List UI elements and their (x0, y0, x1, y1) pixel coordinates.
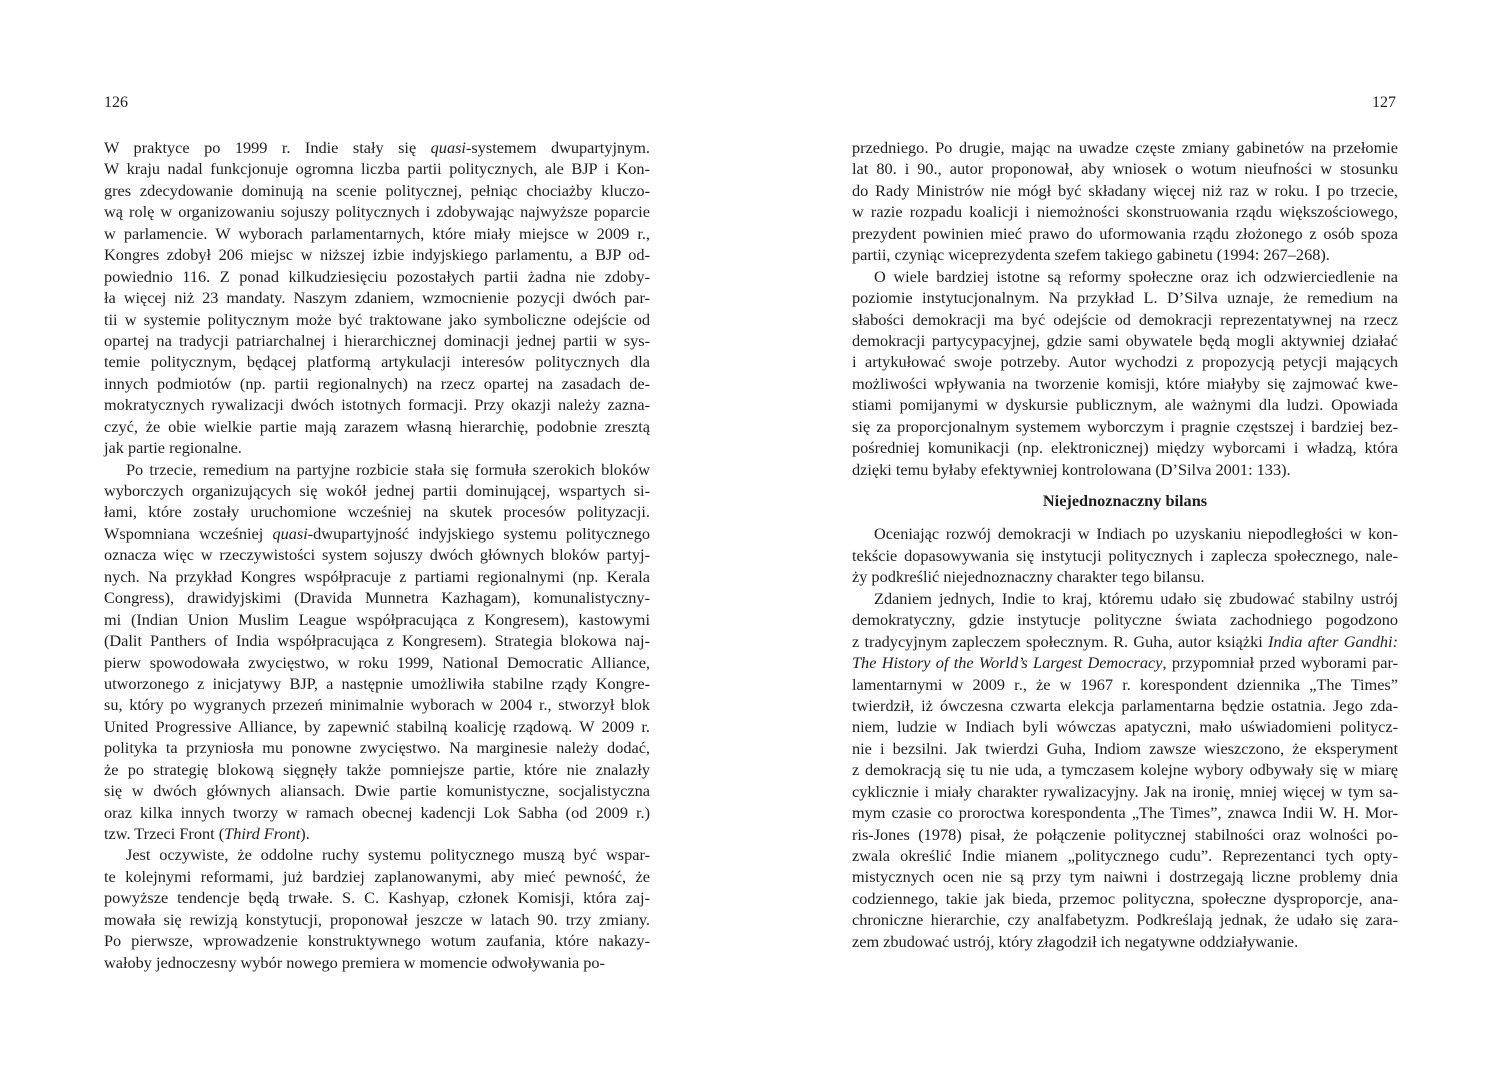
text-line: prezydent powinien mieć prawo do uformowania rządu złożonego z osób spoza (852, 223, 1398, 243)
text-line: mi (Indian Union Muslim League współpracująca z Kongresem), kastowymi (104, 609, 650, 629)
text-line: Kongres zdobył 206 miejsc w niższej izbie indyjskiego parlamentu, a BJP od- (104, 245, 650, 265)
text-line: demokracji partycypacyjnej, gdzie sami obywatele będą mogli aktywniej działać (852, 330, 1398, 350)
text-line: jak partie regionalne. (104, 438, 242, 458)
paragraph (104, 844, 650, 973)
text-line: ży podkreślić niejednoznaczny charakter tego bilansu. (852, 567, 1205, 587)
text-line: tii w systemie politycznym może być traktowane jako symboliczne odejście od (104, 309, 650, 329)
text-line: The History of the World’s Largest Democracy, przypomniał przed wyborami par- (852, 653, 1398, 673)
text-line: powyższe tendencje będą trwałe. S. C. Kashyap, członek Komisji, która zaj- (104, 888, 650, 908)
text-line: w razie rozpadu koalicji i niemożności skonstruowania rządu większościowego, (852, 202, 1398, 222)
text-line: chroniczne hierarchie, czy analfabetyzm. Podkreślają jednak, że udało się zara- (852, 910, 1398, 930)
italic-text: Third Front (224, 824, 301, 843)
text-line: te kolejnymi reformami, już bardziej zaplanowanymi, aby mieć pewność, że (104, 866, 650, 886)
text-line: powiednio 116. Z ponad kilkudziesięciu pozostałych partii żadna nie zdoby- (104, 266, 650, 286)
page-number: 126 (104, 94, 128, 111)
text-line: z demokracją się tu nie uda, a tymczasem kolejne wybory odbywały się w miarę (852, 760, 1398, 780)
text-line: przedniego. Po drugie, mając na uwadze częste zmiany gabinetów na przełomie (852, 138, 1398, 157)
text-line: zwala określić Indie mianem „politycznego cudu”. Reprezentanci tych opty- (852, 846, 1398, 865)
italic-text: quasi (430, 138, 466, 157)
text-line: wałoby jednoczesny wybór nowego premiera w momencie odwoływania po- (104, 952, 605, 972)
text-line: mokratycznych rywalizacji dwóch istotnych formacji. Przy okazji należy zazna- (104, 395, 650, 415)
text-line: temie politycznym, będącej platformą artykulacji interesów politycznych dla (104, 352, 650, 372)
text-line: tzw. Trzeci Front (Third Front). (104, 824, 310, 843)
text-line: mym czasie co proroctwa korespondenta „The Times”, znawca Indii W. H. Mor- (852, 803, 1398, 823)
paragraph (852, 266, 1398, 480)
text-line: że po strategię blokową sięgnęły także pomniejsze partie, które nie znalazły (104, 759, 650, 779)
text-line: nie i bezsilni. Jak twierdzi Guha, Indiom zawsze wieszczono, że eksperyment (852, 738, 1398, 758)
text-line: możliwości wpływania na tworzenie komisji, które miałyby się zajmować kwe- (852, 373, 1398, 393)
italic-text: quasi (272, 523, 308, 543)
text-line: czyć, że obie wielkie partie mają zarazem własną hierarchię, podobnie zresztą (104, 416, 650, 436)
text-line: utworzonego z inicjatywy BJP, a następnie umożliwiła stabilne rządy Kongre- (104, 673, 650, 693)
text-line: lat 80. i 90., autor proponował, aby wniosek o wotum nieufności w stosunku (852, 159, 1398, 179)
text-line: Wspomniana wcześniej quasi-dwupartyjność indyjskiego systemu politycznego (104, 523, 650, 543)
text-line: się za proporcjonalnym systemem wyborczym i pragnie częstszej i bardziej bez- (852, 416, 1398, 436)
text-line: Oceniając rozwój demokracji w Indiach po uzyskaniu niepodległości w kon- (874, 524, 1398, 544)
text-line: twierdził, iż ówczesna czwarta elekcja parlamentarna będzie ostatnia. Jego zda- (852, 695, 1398, 715)
text-line: tekście dopasowywania się instytucji politycznych i zaplecza społecznego, nale- (852, 545, 1398, 565)
text-line: innych podmiotów (np. partii regionalnych) na rzecz opartej na zasadach de- (104, 373, 650, 393)
text-line: gres zdecydowanie dominują na scenie politycznej, pełniąc chociażby kluczo- (104, 180, 650, 200)
page-number: 127 (1372, 94, 1396, 111)
italic-text: India after Gandhi: (1268, 631, 1398, 651)
text-line: codziennego, takie jak bieda, przemoc polityczna, społeczne dysproporcje, ana- (852, 888, 1398, 908)
text-line: ris-Jones (1978) pisał, że połączenie politycznej stabilności oraz wolności po- (852, 824, 1398, 844)
text-line: demokratyczny, gdzie instytucje polityczne świata zachodniego pogodzono (852, 610, 1398, 630)
text-line: O wiele bardziej istotne są reformy społeczne oraz ich odzwierciedlenie na (874, 266, 1398, 286)
text-line: Po trzecie, remedium na partyjne rozbicie stała się formuła szerokich bloków (126, 459, 650, 479)
text-line: Po pierwsze, wprowadzenie konstruktywnego wotum zaufania, które nakazy- (104, 931, 650, 951)
paragraph (852, 137, 1398, 266)
text-line: zem zbudować ustrój, który złagodził ich negatywne oddziaływanie. (852, 931, 1299, 951)
text-line: lamentarnymi w 2009 r., że w 1967 r. korespondent dziennika „The Times” (852, 674, 1398, 694)
text-line: Jest oczywiste, że oddolne ruchy systemu politycznego muszą być wspar- (126, 845, 650, 865)
text-line: nych. Na przykład Kongres współpracuje z partiami regionalnymi (np. Kerala (104, 566, 650, 586)
text-line: się w dwóch głównych aliansach. Dwie partie komunistyczne, socjalistyczna (104, 781, 650, 801)
text-line: oznacza więc w rzeczywistości system sojuszy dwóch głównych bloków partyj- (104, 545, 650, 565)
text-line: mistycznych ocen nie są przy tym naiwni i dostrzegają liczne problemy dnia (852, 867, 1398, 887)
text-line: ła więcej niż 23 mandaty. Naszym zdaniem, wzmocnienie pozycji dwóch par- (104, 288, 650, 308)
body-text (104, 137, 650, 973)
text-line: pierw spowodowała zwycięstwo, w roku 1999, National Democratic Alliance, (104, 652, 650, 672)
text-line: pośredniej komunikacji (np. elektronicznej) między wyborcami i władzą, która (852, 438, 1398, 458)
text-line: Zdaniem jednych, Indie to kraj, któremu udało się zbudować stabilny ustrój (874, 588, 1398, 608)
text-line: poziomie instytucjonalnym. Na przykład L. D’Silva uznaje, że remedium na (852, 288, 1398, 308)
text-line: dzięki temu byłaby efektywniej kontrolowana (D’Silva 2001: 133). (852, 459, 1291, 479)
text-line: W kraju nadal funkcjonuje ogromna liczba partii politycznych, ale BJP i Kon- (104, 159, 650, 179)
text-line: i artykułować swoje potrzeby. Autor wychodzi z propozycją petycji mających (852, 352, 1398, 372)
text-line: su, który po wygranych przezeń minimalnie wyborach w 2004 r., stworzył blok (104, 695, 650, 715)
text-line: z tradycyjnym zapleczem społecznym. R. Guha, autor książki India after Gandhi: (852, 631, 1398, 651)
text-line: opartej na tradycji patriarchalnej i hierarchicznej dominacji jednej partii w sys- (104, 330, 650, 350)
text-line: (Dalit Panthers of India współpracująca z Kongresem). Strategia blokowa naj- (104, 631, 650, 651)
text-line: Congress), drawidyjskimi (Dravida Munnetra Kazhagam), komunalistyczny- (104, 588, 650, 608)
paragraph (104, 459, 650, 845)
paragraph-group (852, 523, 1398, 952)
section-heading: Niejednoznaczny bilans (1042, 491, 1208, 510)
text-line: United Progressive Alliance, by zapewnić stabilną koalicję rządową. W 2009 r. (104, 716, 650, 736)
text-line: mowała się rewizją konstytucji, proponował jeszcze w latach 90. trzy zmiany. (104, 909, 650, 929)
text-line: łami, które zostały uruchomione wcześniej na skutek procesów polityzacji. (104, 502, 650, 522)
text-line: w parlamencie. W wyborach parlamentarnych, które miały miejsce w 2009 r., (104, 223, 650, 243)
paragraph (852, 523, 1398, 587)
text-line: polityka ta przyniosła mu ponowne zwycięstwo. Na marginesie należy dodać, (104, 738, 650, 758)
text-line: stiami pomijanymi w dyskursie publicznym, ale ważnymi dla ludzi. Opowiada (852, 395, 1398, 415)
text-line: niem, ludzie w Indiach byli wówczas apatyczni, mało uświadomieni politycz- (852, 717, 1398, 737)
paragraph (104, 137, 650, 459)
paragraph (852, 588, 1398, 952)
paragraph-group (852, 137, 1398, 480)
text-line: słabości demokracji ma być odejście od demokracji reprezentatywnej na rzecz (852, 309, 1398, 329)
text-line: oraz kilka innych tworzy w ramach obecnej kadencji Lok Sabha (od 2009 r.) (104, 802, 650, 822)
text-line: do Rady Ministrów nie mógł być składany więcej niż raz w roku. I po trzecie, (852, 180, 1398, 200)
text-line: wyborczych organizujących się wokół jednej partii dominującej, wspartych si- (104, 481, 650, 500)
text-line: cyklicznie i miały charakter rywalizacyjny. Jak na ironię, mniej więcej w tym sa- (852, 781, 1398, 801)
text-line: W praktyce po 1999 r. Indie stały się quasi-systemem dwupartyjnym. (104, 138, 650, 157)
italic-text: The History of the World’s Largest Democracy (852, 653, 1163, 673)
text-line: partii, czyniąc wiceprezydenta szefem takiego gabinetu (1994: 267–268). (852, 245, 1330, 265)
right-page (750, 0, 1500, 1086)
text-line: wą rolę w organizowaniu sojuszy politycznych i zdobywając najwyższe poparcie (104, 202, 650, 222)
body-text (852, 137, 1398, 952)
